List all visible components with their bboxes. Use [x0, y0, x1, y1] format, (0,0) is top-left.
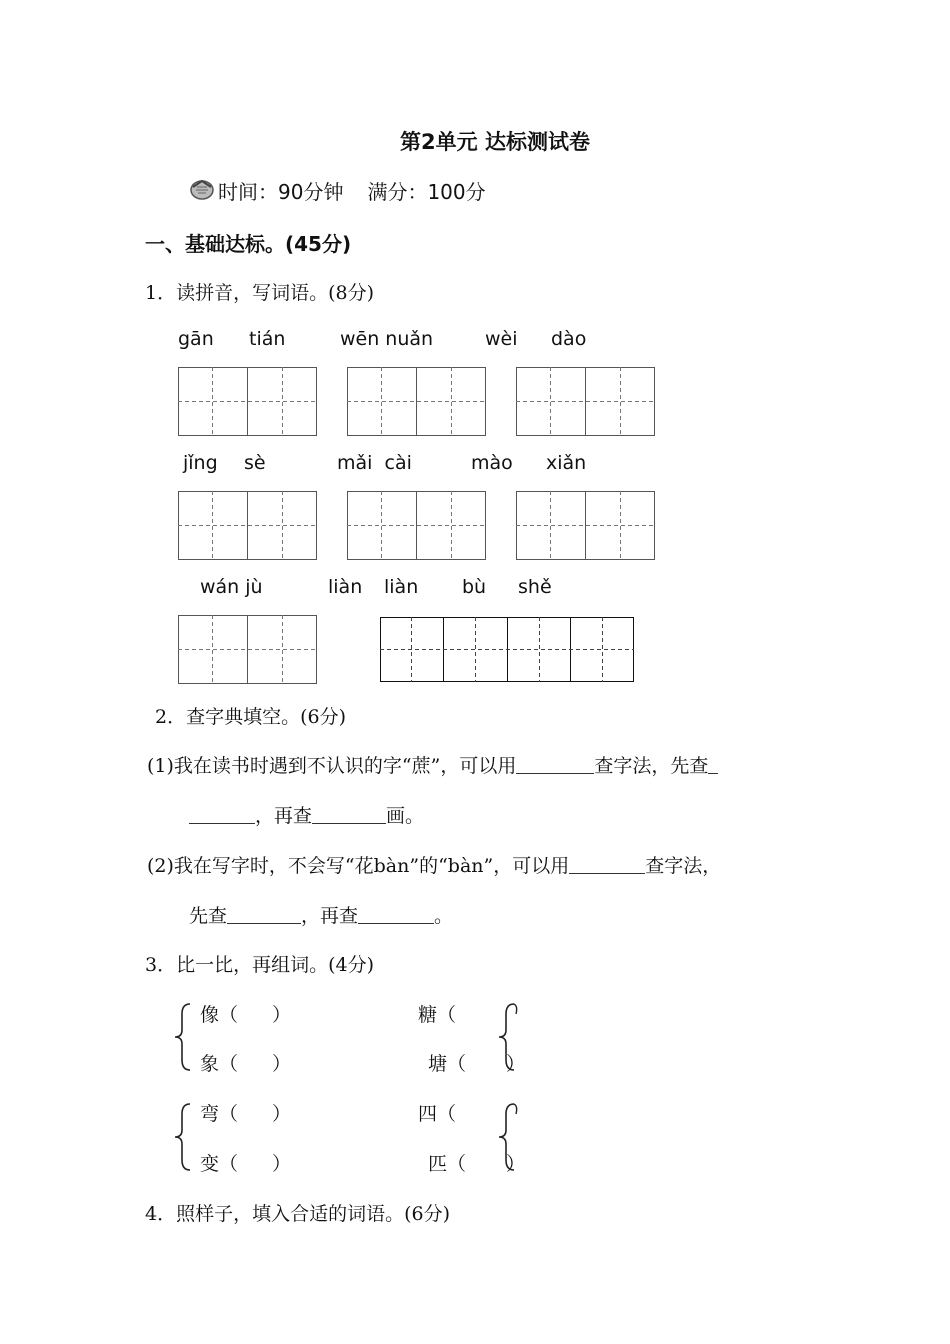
answer-blank[interactable] — [358, 907, 434, 924]
compare-char: 塘 — [428, 1053, 448, 1075]
paren-close: ） — [506, 1053, 526, 1075]
left-brace-icon — [172, 1102, 194, 1172]
paren-open: （ — [447, 1153, 467, 1175]
paren-close: ） — [506, 1153, 526, 1175]
compare-char: 四 — [418, 1103, 438, 1125]
brace-icon — [488, 1002, 518, 1072]
pinyin: sè — [244, 452, 266, 474]
writing-grid[interactable] — [178, 367, 318, 437]
compare-item — [200, 1049, 291, 1076]
q2-line-2 — [189, 801, 424, 828]
compare-item — [418, 1099, 456, 1126]
page-title: 第2单元 达标测试卷 — [400, 130, 590, 154]
pinyin: liàn — [384, 576, 419, 598]
q2-line-3 — [147, 851, 721, 878]
answer-blank[interactable] — [189, 807, 255, 824]
q2-text: 查字法， — [645, 855, 722, 877]
pinyin: jǐng — [183, 452, 218, 474]
writing-grid[interactable] — [347, 367, 487, 437]
compare-char: 变 — [200, 1153, 220, 1175]
writing-grid[interactable] — [178, 491, 318, 561]
q2-line-1 — [147, 751, 718, 778]
pinyin: dào — [551, 328, 587, 350]
paren-open: （ — [447, 1053, 467, 1075]
paren-open: （ — [219, 1153, 239, 1175]
answer-blank[interactable] — [708, 757, 718, 774]
pinyin: tián — [249, 328, 286, 350]
question-3-label: 3．比一比，再组词。(4分) — [145, 954, 375, 976]
compare-char: 匹 — [428, 1153, 448, 1175]
q2-text: ，再查 — [255, 805, 313, 827]
compare-item — [418, 1000, 456, 1027]
clock-icon — [188, 177, 216, 203]
q2-text: ，再查 — [301, 905, 359, 927]
paren-open: （ — [437, 1103, 457, 1125]
writing-grid-wide[interactable] — [380, 617, 636, 683]
compare-item — [200, 1000, 291, 1027]
answer-blank[interactable] — [569, 857, 645, 874]
question-2-label: 2．查字典填空。(6分) — [155, 706, 347, 728]
exam-meta — [188, 176, 486, 205]
compare-char: 糖 — [418, 1004, 438, 1026]
paren-open: （ — [437, 1004, 457, 1026]
paren-close: ） — [272, 1053, 292, 1075]
q2-text: 查字法，先查 — [594, 755, 709, 777]
compare-char: 像 — [200, 1004, 220, 1026]
pinyin: liàn — [328, 576, 363, 598]
pinyin: wèi — [485, 328, 518, 350]
left-brace-icon — [172, 1002, 194, 1072]
compare-item — [200, 1099, 291, 1126]
pinyin: bù — [462, 576, 487, 598]
answer-blank[interactable] — [516, 757, 594, 774]
time-limit: 时间：90分钟 — [218, 180, 344, 204]
compare-char: 弯 — [200, 1103, 220, 1125]
paren-close: ） — [272, 1103, 292, 1125]
answer-blank[interactable] — [312, 807, 386, 824]
question-1-label: 1．读拼音，写词语。(8分) — [145, 282, 375, 304]
pinyin: gān — [178, 328, 214, 350]
paren-open: （ — [219, 1004, 239, 1026]
pinyin: shě — [518, 576, 552, 598]
pinyin: xiǎn — [546, 452, 587, 474]
compare-char: 象 — [200, 1053, 220, 1075]
answer-blank[interactable] — [227, 907, 301, 924]
pinyin: mǎi cài — [337, 452, 412, 474]
full-score: 满分：100分 — [367, 180, 486, 204]
pinyin: wēn nuǎn — [340, 328, 434, 350]
question-4-label: 4．照样子，填入合适的词语。(6分) — [145, 1203, 451, 1225]
writing-grid[interactable] — [178, 615, 318, 685]
pinyin: wán jù — [200, 576, 263, 598]
q2-text: 先查 — [189, 905, 228, 927]
q2-text: 。 — [434, 905, 454, 927]
pinyin: mào — [471, 452, 513, 474]
paren-close: ） — [272, 1153, 292, 1175]
q2-line-4 — [189, 901, 453, 928]
q2-text: (2)我在写字时，不会写“花bàn”的“bàn”，可以用 — [147, 855, 570, 877]
brace-icon — [488, 1102, 518, 1172]
writing-grid[interactable] — [516, 491, 656, 561]
paren-close: ） — [272, 1004, 292, 1026]
paren-open: （ — [219, 1053, 239, 1075]
paren-open: （ — [219, 1103, 239, 1125]
writing-grid[interactable] — [347, 491, 487, 561]
compare-item — [200, 1149, 291, 1176]
writing-grid[interactable] — [516, 367, 656, 437]
q2-text: (1)我在读书时遇到不认识的字“蔗”，可以用 — [147, 755, 517, 777]
q2-text: 画。 — [386, 805, 425, 827]
section-heading: 一、基础达标。(45分) — [145, 232, 352, 256]
